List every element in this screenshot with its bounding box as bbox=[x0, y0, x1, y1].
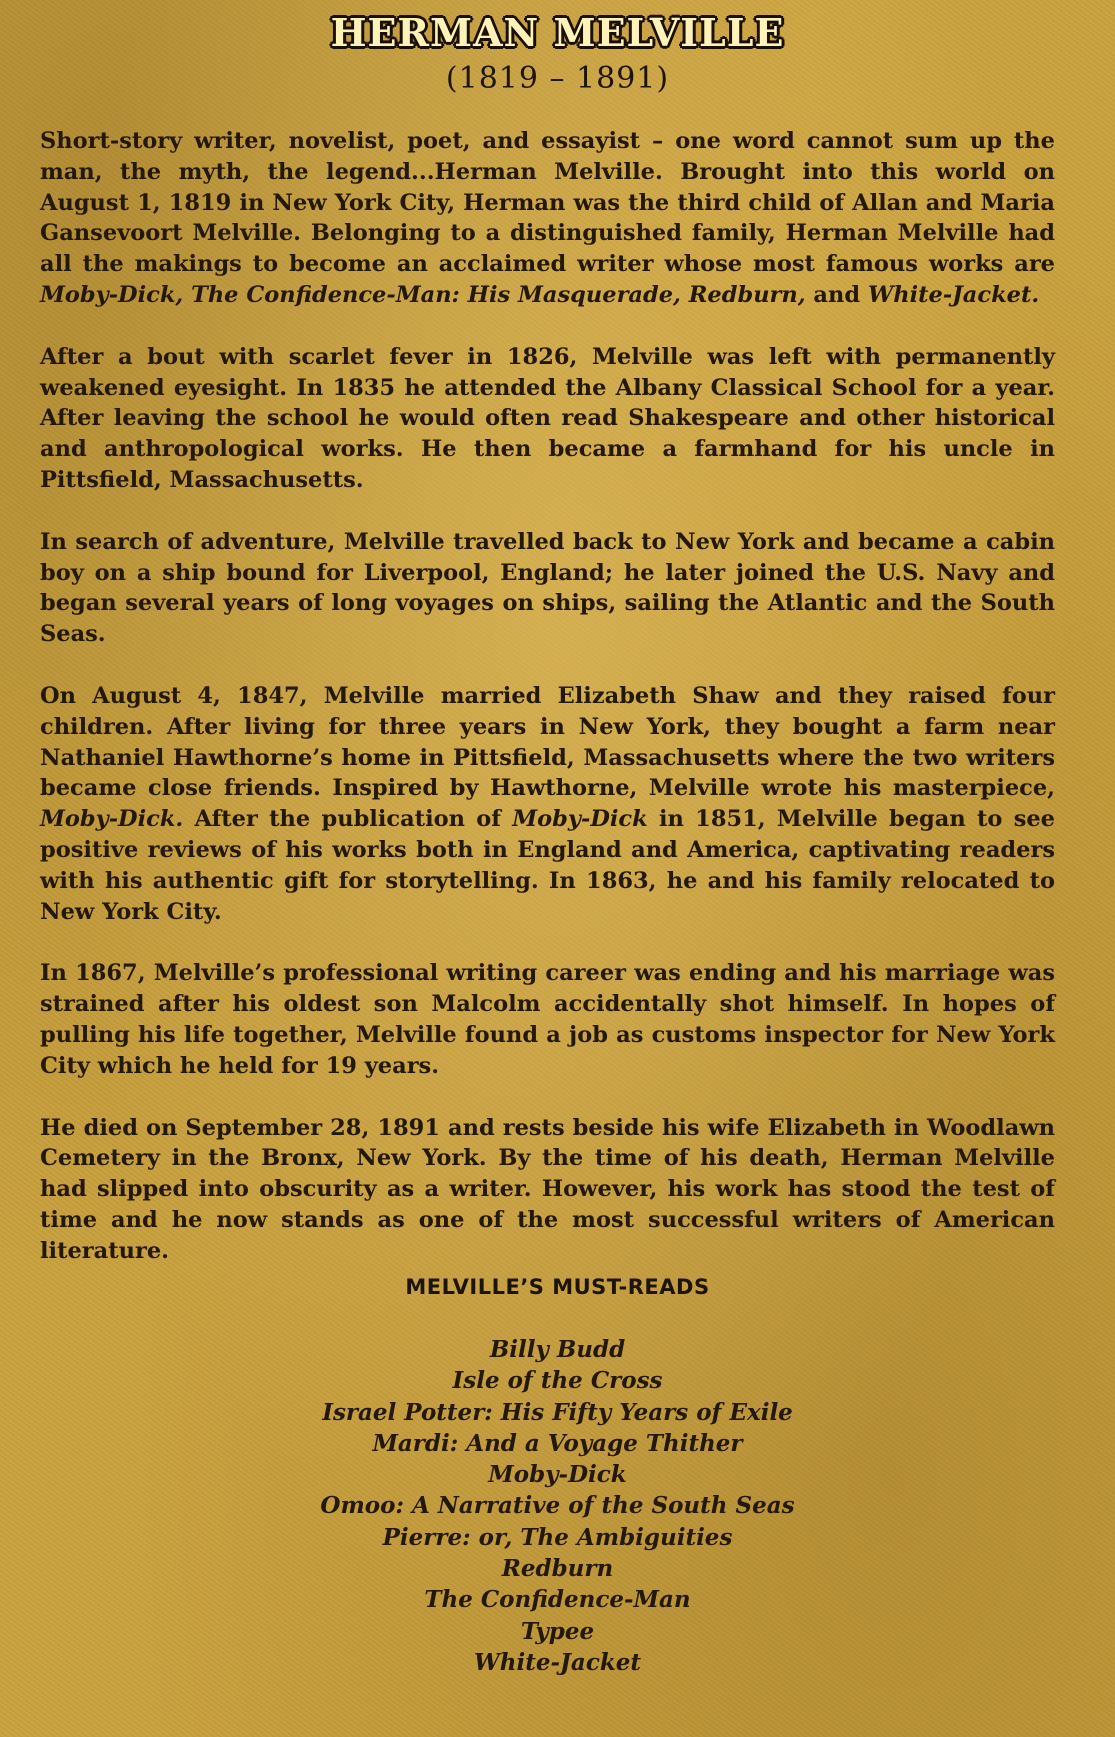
must-read-title: Typee bbox=[520, 1617, 595, 1645]
text-run: In 1867, Melville’s professional writing career was ending and his marriage was strained after his oldest son Malcolm accidentally shot himself. In hopes of pulling his life together, Melville found a job as customs inspector for New York City which he held for 19 years. bbox=[40, 960, 1055, 1079]
biography-paragraph bbox=[40, 958, 1055, 1081]
text-run: He died on September 28, 1891 and rests beside his wife Elizabeth in Woodlawn Cemetery in the Bronx, New York. By the time of his death, Herman Melville had slipped into obscurity as a writer. However, his work has stood the test of time and he now stands as one of the most successful writers of American literature. bbox=[40, 1114, 1055, 1264]
page-title: HERMAN MELVILLE bbox=[330, 10, 785, 55]
biography-paragraph bbox=[40, 681, 1055, 927]
must-read-title: Israel Potter: His Fifty Years of Exile bbox=[322, 1398, 793, 1426]
book-title-run: Moby-Dick, The Confidence-Man: His Masquerade, Redburn, bbox=[40, 281, 806, 308]
text-run: in 1851, Melville began to see positive reviews of his works both in England and America, captivating readers with his authentic gift for storytelling. In 1863, he and his family relocated to New York City. bbox=[40, 806, 1055, 925]
must-read-title: White-Jacket bbox=[473, 1648, 642, 1676]
biography-paragraph bbox=[40, 126, 1055, 311]
biography-body bbox=[40, 126, 1055, 1298]
book-title-run: Moby-Dick. bbox=[40, 806, 184, 833]
must-read-title: Omoo: A Narrative of the South Seas bbox=[320, 1492, 795, 1520]
life-dates: (1819 – 1891) bbox=[445, 61, 670, 96]
must-reads-heading: MELVILLE’S MUST-READS bbox=[405, 1275, 710, 1299]
must-read-title: Moby-Dick bbox=[488, 1461, 627, 1489]
biography-paragraph bbox=[40, 342, 1055, 496]
must-read-title: The Confidence-Man bbox=[424, 1586, 691, 1614]
must-read-title: Isle of the Cross bbox=[452, 1367, 663, 1395]
must-read-title: Billy Budd bbox=[489, 1336, 626, 1363]
must-read-title: Mardi: And a Voyage Thither bbox=[372, 1429, 743, 1457]
book-title-run: White-Jacket. bbox=[867, 281, 1040, 308]
text-run: Short-story writer, novelist, poet, and essayist – one word cannot sum up the man, the myth, the legend...Herman Melville. Brought into this world on August 1, 1819 in New York City, Herman was the third child of Allan and Maria Gansevoort Melville. Belonging to a distinguished family, Herman Melville had all the makings to become an acclaimed writer whose most famous works are bbox=[40, 128, 1055, 278]
must-read-title: Redburn bbox=[501, 1555, 614, 1583]
book-title-run: Moby-Dick bbox=[512, 806, 648, 833]
must-reads-list bbox=[0, 1334, 1115, 1678]
text-run: After the publication of bbox=[183, 806, 513, 833]
biography-paragraph bbox=[40, 527, 1055, 650]
text-run: In search of adventure, Melville travelled back to New York and became a cabin boy on a ship bound for Liverpool, England; he later joined the U.S. Navy and began several years of long voyages on ships, sailing the Atlantic and the South Seas. bbox=[40, 528, 1055, 648]
must-read-title: Pierre: or, The Ambiguities bbox=[382, 1523, 733, 1551]
text-run: On August 4, 1847, Melville married Elizabeth Shaw and they raised four children. After living for three years in New York, they bought a farm near Nathaniel Hawthorne’s home in Pittsfield, Massachusetts where the two writers became close friends. Inspired by Hawthorne, Melville wrote his masterpiece, bbox=[40, 682, 1055, 802]
text-run: After a bout with scarlet fever in 1826, Melville was left with permanently weakened eyesight. In 1835 he attended the Albany Classical School for a year. After leaving the school he would often read Shakespeare and other historical and anthropological works. He then became a farmhand for his uncle in Pittsfield, Massachusetts. bbox=[40, 343, 1055, 493]
text-run: and bbox=[805, 281, 868, 308]
biography-paragraph bbox=[40, 1113, 1055, 1267]
